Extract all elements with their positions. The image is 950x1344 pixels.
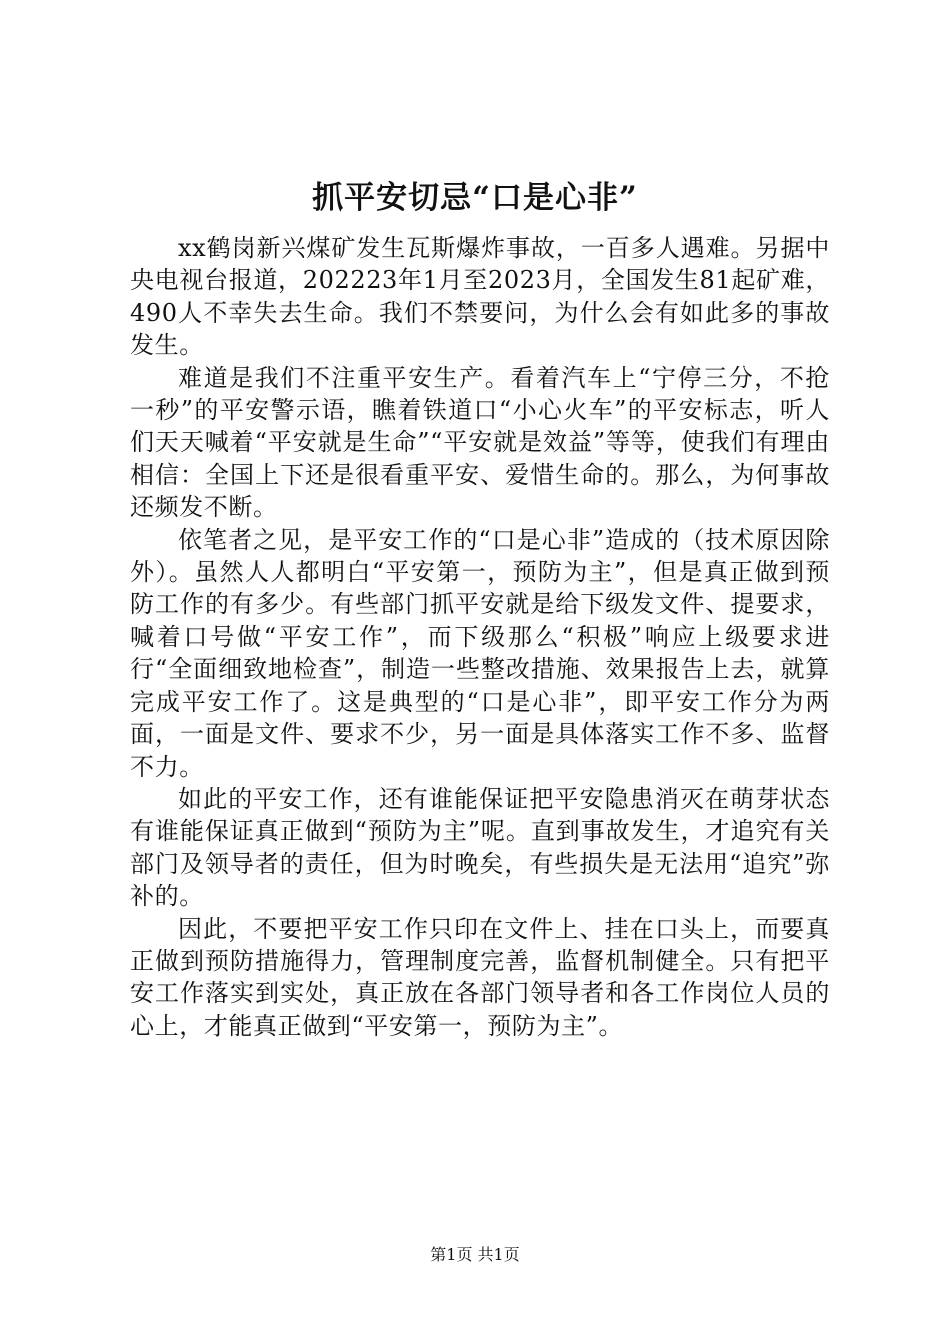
paragraph-3: 依笔者之见，是平安工作的“口是心非”造成的（技术原因除外）。虽然人人都明白“平安第一，预防为主”，但是真正做到预防工作的有多少。有些部门抓平安就是给下级发文件、提要求，喊着口号做“平安工作”，而下级那么“积极”响应上级要求进行“全面细致地检查”，制造一些整改措施、效果报告上去，就算完成平安工作了。这是典型的“口是心非”，即平安工作分为两面，一面是文件、要求不少，另一面是具体落实工作不多、监督不力。 (130, 525, 830, 781)
paragraph-2: 难道是我们不注重平安生产。看着汽车上“宁停三分，不抢一秒”的平安警示语，瞧着铁道口“小心火车”的平安标志，听人们天天喊着“平安就是生命”“平安就是效益”等等，使我们有理由相信：全国上下还是很看重平安、爱惜生命的。那么，为何事故还频发不断。 (130, 363, 830, 522)
page-total: 共1页 (477, 1245, 520, 1264)
paragraph-4: 如此的平安工作，还有谁能保证把平安隐患消灭在萌芽状态有谁能保证真正做到“预防为主”呢。直到事故发生，才追究有关部门及领导者的责任，但为时晚矣，有些损失是无法用“追究”弥补的。 (130, 784, 830, 911)
page-number: 第1页 (430, 1245, 473, 1264)
document-title: 抓平安切忌“口是心非” (312, 180, 638, 216)
document-body (130, 232, 830, 1042)
paragraph-1: xx鹤岗新兴煤矿发生瓦斯爆炸事故，一百多人遇难。另据中央电视台报道，202223年1月至2023月，全国发生81起矿难，490人不幸失去生命。我们不禁要问，为什么会有如此多的事故发生。 (130, 234, 830, 360)
paragraph-5: 因此，不要把平安工作只印在文件上、挂在口头上，而要真正做到预防措施得力，管理制度完善，监督机制健全。只有把平安工作落实到实处，真正放在各部门领导者和各工作岗位人员的心上，才能真正做到“平安第一，预防为主”。 (130, 914, 830, 1040)
page-footer (0, 1244, 950, 1266)
